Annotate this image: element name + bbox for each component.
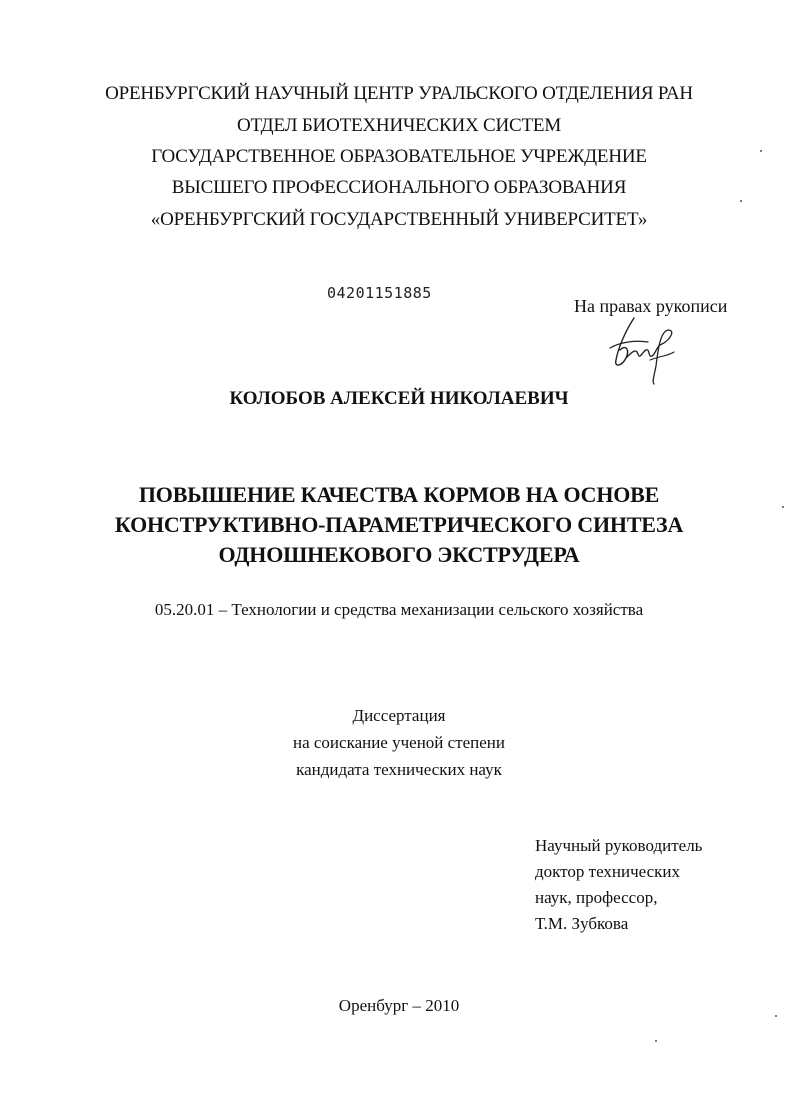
supervisor-line-2: доктор технических — [535, 862, 681, 881]
title-line-2: КОНСТРУКТИВНО-ПАРАМЕТРИЧЕСКОГО СИНТЕЗА — [114, 512, 684, 537]
supervisor-line-1: Научный руководитель — [535, 836, 703, 855]
place-year: Оренбург – 2010 — [338, 996, 460, 1015]
scan-speck — [740, 200, 742, 202]
specialty-line: 05.20.01 – Технологии и средства механизации сельского хозяйства — [154, 600, 644, 619]
scan-speck — [655, 1040, 657, 1042]
title-line-3: ОДНОШНЕКОВОГО ЭКСТРУДЕРА — [218, 542, 580, 567]
handwritten-signature — [596, 300, 686, 390]
org-line-3: ГОСУДАРСТВЕННОЕ ОБРАЗОВАТЕЛЬНОЕ УЧРЕЖДЕНИЕ — [151, 146, 647, 167]
supervisor-line-3: наук, профессор, — [535, 888, 658, 907]
title-line-1: ПОВЫШЕНИЕ КАЧЕСТВА КОРМОВ НА ОСНОВЕ — [138, 482, 660, 507]
supervisor-line-4: Т.М. Зубкова — [535, 914, 629, 933]
dissertation-line-3: кандидата технических наук — [296, 760, 502, 779]
rights-note: На правах рукописи — [574, 296, 728, 316]
org-line-2: ОТДЕЛ БИОТЕХНИЧЕСКИХ СИСТЕМ — [236, 115, 562, 136]
author-name: КОЛОБОВ АЛЕКСЕЙ НИКОЛАЕВИЧ — [229, 388, 569, 409]
catalog-number: 04201151885 — [327, 284, 432, 302]
dissertation-line-1: Диссертация — [352, 706, 446, 725]
scan-speck — [760, 150, 762, 152]
dissertation-line-2: на соискание ученой степени — [292, 733, 506, 752]
org-line-5: «ОРЕНБУРГСКИЙ ГОСУДАРСТВЕННЫЙ УНИВЕРСИТЕТ» — [150, 209, 648, 230]
org-line-4: ВЫСШЕГО ПРОФЕССИОНАЛЬНОГО ОБРАЗОВАНИЯ — [171, 177, 627, 198]
org-line-1: ОРЕНБУРГСКИЙ НАУЧНЫЙ ЦЕНТР УРАЛЬСКОГО ОТДЕЛЕНИЯ РАН — [105, 83, 693, 104]
scan-speck — [775, 1015, 777, 1017]
scan-speck — [782, 506, 784, 508]
